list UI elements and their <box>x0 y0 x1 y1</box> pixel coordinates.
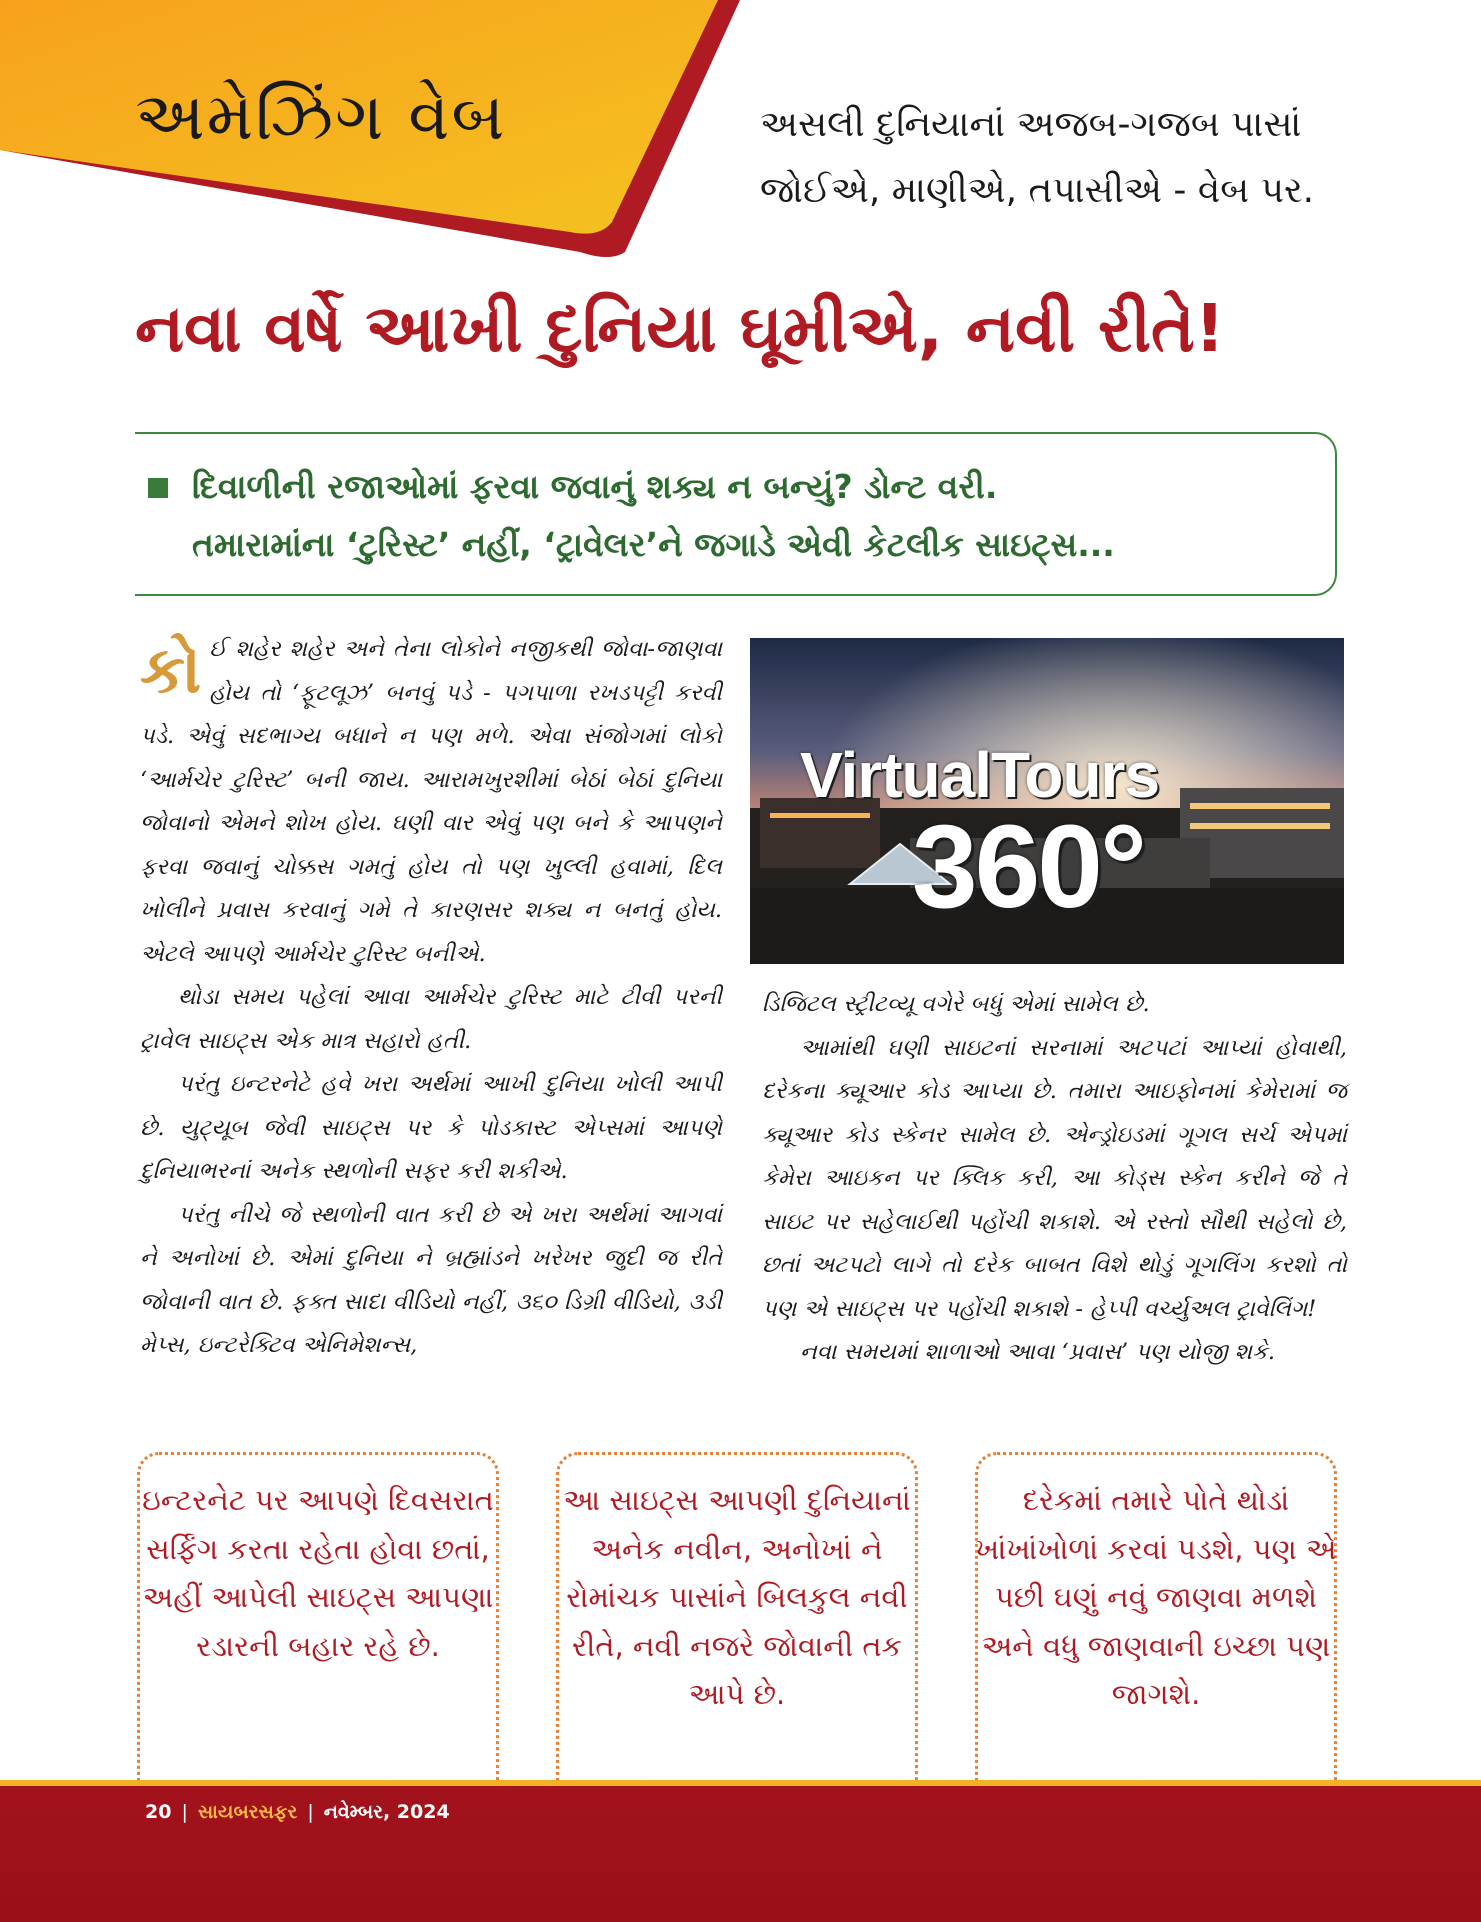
body-column-left <box>140 628 722 1368</box>
footer-text <box>145 1801 450 1823</box>
issue-date: નવેમ્બર, 2024 <box>323 1801 450 1823</box>
footer-stripe <box>0 1780 1481 1786</box>
body-paragraph: થોડા સમય પહેલાં આવા આર્મચેર ટુરિસ્ટ માટે ટીવી પરની ટ્રાવેલ સાઇટ્સ એક માત્ર સહારો હતી. <box>140 984 722 1054</box>
square-bullet-icon <box>148 478 168 498</box>
intro-text <box>192 458 1312 574</box>
body-column-right <box>762 983 1347 1375</box>
photo-overlay-number: 360° <box>912 801 1145 933</box>
body-paragraph: આમાંથી ઘણી સાઇટનાં સરનામાં અટપટાં આપ્યાં હોવાથી, દરેકના ક્યૂઆર કોડ આપ્યા છે. તમારા આઇફોનમાં કેમેરામાં જ ક્યૂઆર કોડ સ્કેનર સામેલ છે. એન્ડ્રોઇડમાં ગૂગલ સર્ચ એપમાં કેમેરા આઇકન પર ક્લિક કરી, આ કોડ્સ સ્કેન કરીને જે તે સાઇટ પર સહેલાઈથી પહોંચી શકાશે. એ રસ્તો સૌથી સહેલો છે, છતાં અટપટો લાગે તો દરેક બાબત વિશે થોડું ગૂગલિંગ કરશો તો પણ એ સાઇટ્સ પર પહોંચી શકાશે - હેપ્પી વર્ચ્યુઅલ ટ્રાવેલિંગ! <box>762 1034 1347 1322</box>
quote-text-1: ઇન્ટરનેટ પર આપણે દિવસરાત સર્ફિંગ કરતા રહેતા હોવા છતાં, અહીં આપેલી સાઇટ્સ આપણા રડારની બહાર રહે છે. <box>142 1483 494 1663</box>
body-paragraph <box>140 628 722 976</box>
article-title: નવા વર્ષે આખી દુનિયા ઘૂમીએ, નવી રીતે! <box>135 290 1225 367</box>
footer-separator: | <box>307 1801 314 1823</box>
footer-separator: | <box>181 1801 188 1823</box>
quote-text-2: આ સાઇટ્સ આપણી દુનિયાનાં અનેક નવીન, અનોખાં ને રોમાંચક પાસાંને બિલકુલ નવી રીતે, નવી નજરે જોવાની તક આપે છે. <box>563 1483 911 1711</box>
tagline-line-2: જોઈએ, માણીએ, તપાસીએ - વેબ પર. <box>760 170 1315 211</box>
section-tagline <box>760 92 1420 224</box>
intro-line-1: દિવાળીની રજાઓમાં ફરવા જવાનું શક્ય ન બન્યું? ડોન્ટ વરી. <box>192 467 998 506</box>
body-paragraph: ડિજિટલ સ્ટ્રીટવ્યૂ વગેરે બધું એમાં સામેલ છે. <box>762 991 1150 1017</box>
intro-line-2: તમારામાંના ‘ટુરિસ્ટ’ નહીં, ‘ટ્રાવેલર’ને જગાડે એવી કેટલીક સાઇટ્સ... <box>192 525 1115 564</box>
drop-cap: કો <box>140 634 202 708</box>
section-title: અમેઝિંગ વેબ <box>135 78 507 155</box>
magazine-name: સાયબરસફર <box>197 1801 298 1823</box>
quote-text-3: દરેકમાં તમારે પોતે થોડાં ખાંખાંખોળાં કરવાં પડશે, પણ એ પછી ઘણું નવું જાણવા મળશે અને વધુ જાણવાની ઇચ્છા પણ જાગશે. <box>975 1483 1337 1711</box>
photo-overlay-title: VirtualTours <box>800 739 1160 811</box>
body-paragraph: પરંતુ નીચે જે સ્થળોની વાત કરી છે એ ખરા અર્થમાં આગવાં ને અનોખાં છે. એમાં દુનિયા ને બ્રહ્માંડને ખરેખર જુદી જ રીતે જોવાની વાત છે. ફક્ત સાદા વીડિયો નહીં, ૩૬૦ ડિગ્રી વીડિયો, ૩ડી મેપ્સ, ઇન્ટરેક્ટિવ એનિમેશન્સ, <box>140 1201 722 1358</box>
body-paragraph: નવા સમયમાં શાળાઓ આવા ‘પ્રવાસ’ પણ યોજી શકે. <box>800 1339 1275 1365</box>
body-paragraph: પરંતુ ઇન્ટરનેટે હવે ખરા અર્થમાં આખી દુનિયા ખોલી આપી છે. યુટ્યૂબ જેવી સાઇટ્સ પર કે પોડકાસ્ટ એપ્સમાં આપણે દુનિયાભરનાં અનેક સ્થળોની સફર કરી શકીએ. <box>140 1071 722 1184</box>
page-number: 20 <box>145 1801 172 1823</box>
paragraph-text: ઈ શહેર શહેર અને તેના લોકોને નજીકથી જોવા-જાણવા હોય તો ‘ફૂટલૂઝ’ બનવું પડે - પગપાળા રખડપટ્ટી કરવી પડે. એવું સદભાગ્ય બધાને ન પણ મળે. એવા સંજોગમાં લોકો ‘આર્મચેર ટુરિસ્ટ’ બની જાય. આરામખુરશીમાં બેઠાં બેઠાં દુનિયા જોવાનો એમને શોખ હોય. ઘણી વાર એવું પણ બને કે આપણને ફરવા જવાનું ચોક્કસ ગમતું હોય તો પણ ખુલ્લી હવામાં, દિલ ખોલીને પ્રવાસ કરવાનું ગમે તે કારણસર શક્ય ન બનતું હોય. એટલે આપણે આર્મચેર ટુરિસ્ટ બનીએ. <box>140 636 722 967</box>
tagline-line-1: અસલી દુનિયાનાં અજબ-ગજબ પાસાં <box>760 104 1302 145</box>
